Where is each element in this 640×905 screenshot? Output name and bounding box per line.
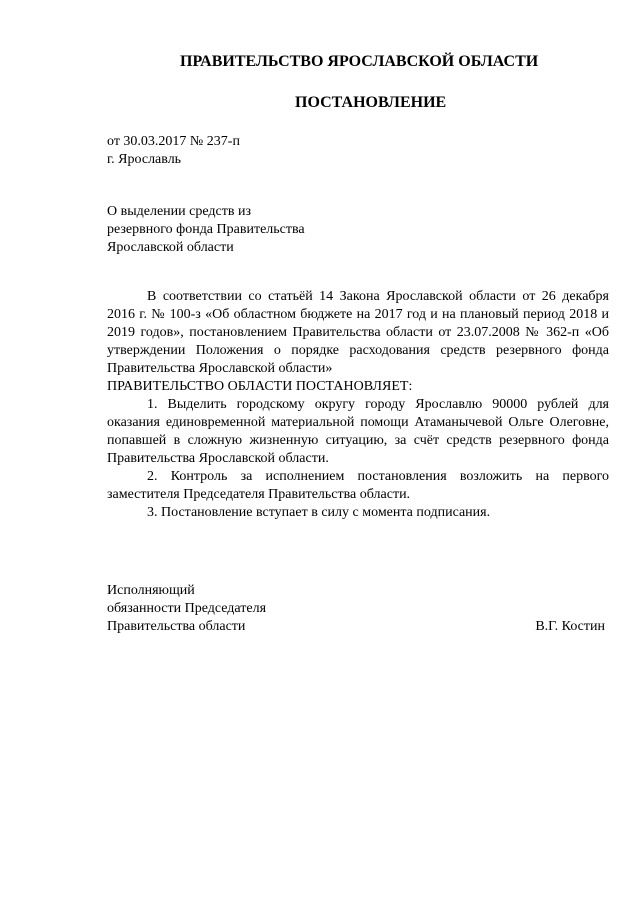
decree-item-2: 2. Контроль за исполнением постановления возложить на первого заместителя Председателя Правительства области.	[107, 469, 609, 502]
subject-line: Ярославской области	[107, 240, 234, 255]
document-subject	[107, 203, 609, 257]
place: г. Ярославль	[107, 152, 182, 167]
signer-position-line: обязанности Председателя	[107, 601, 267, 616]
document-body	[107, 288, 609, 522]
document-type-heading: ПОСТАНОВЛЕНИЕ	[295, 94, 447, 111]
signature-block	[107, 582, 609, 636]
decree-heading: ПРАВИТЕЛЬСТВО ОБЛАСТИ ПОСТАНОВЛЯЕТ:	[107, 379, 413, 394]
signer-position-line: Исполняющий	[107, 583, 195, 598]
subject-line: О выделении средств из	[107, 204, 251, 219]
preamble-paragraph: В соответствии со статьёй 14 Закона Ярославской области от 26 декабря 2016 г. № 100-з «Об областном бюджете на 2017 год и на плановый период 2018 и 2019 годов», постановлением Правительства области от 23.07.2008 № 362-п «Об утверждении Положения о порядке расходования средств резервного фонда Правительства Ярославской области»	[107, 289, 609, 376]
date-number: от 30.03.2017 № 237-п	[107, 134, 240, 149]
decree-item-1: 1. Выделить городскому округу городу Ярославлю 90000 рублей для оказания единовременной материальной помощи Атаманычевой Ольге Олеговне, попавшей в сложную жизненную ситуацию, за счёт средств резервного фонда Правительства Ярославской области.	[107, 397, 609, 466]
signer-name: В.Г. Костин	[535, 619, 605, 634]
subject-line: резервного фонда Правительства	[107, 222, 305, 237]
signature-row	[107, 618, 609, 636]
organization-title: ПРАВИТЕЛЬСТВО ЯРОСЛАВСКОЙ ОБЛАСТИ	[180, 53, 539, 70]
signer-position-line: Правительства области	[107, 619, 246, 634]
decree-item-3: 3. Постановление вступает в силу с момента подписания.	[147, 505, 491, 520]
document-meta	[107, 133, 609, 169]
